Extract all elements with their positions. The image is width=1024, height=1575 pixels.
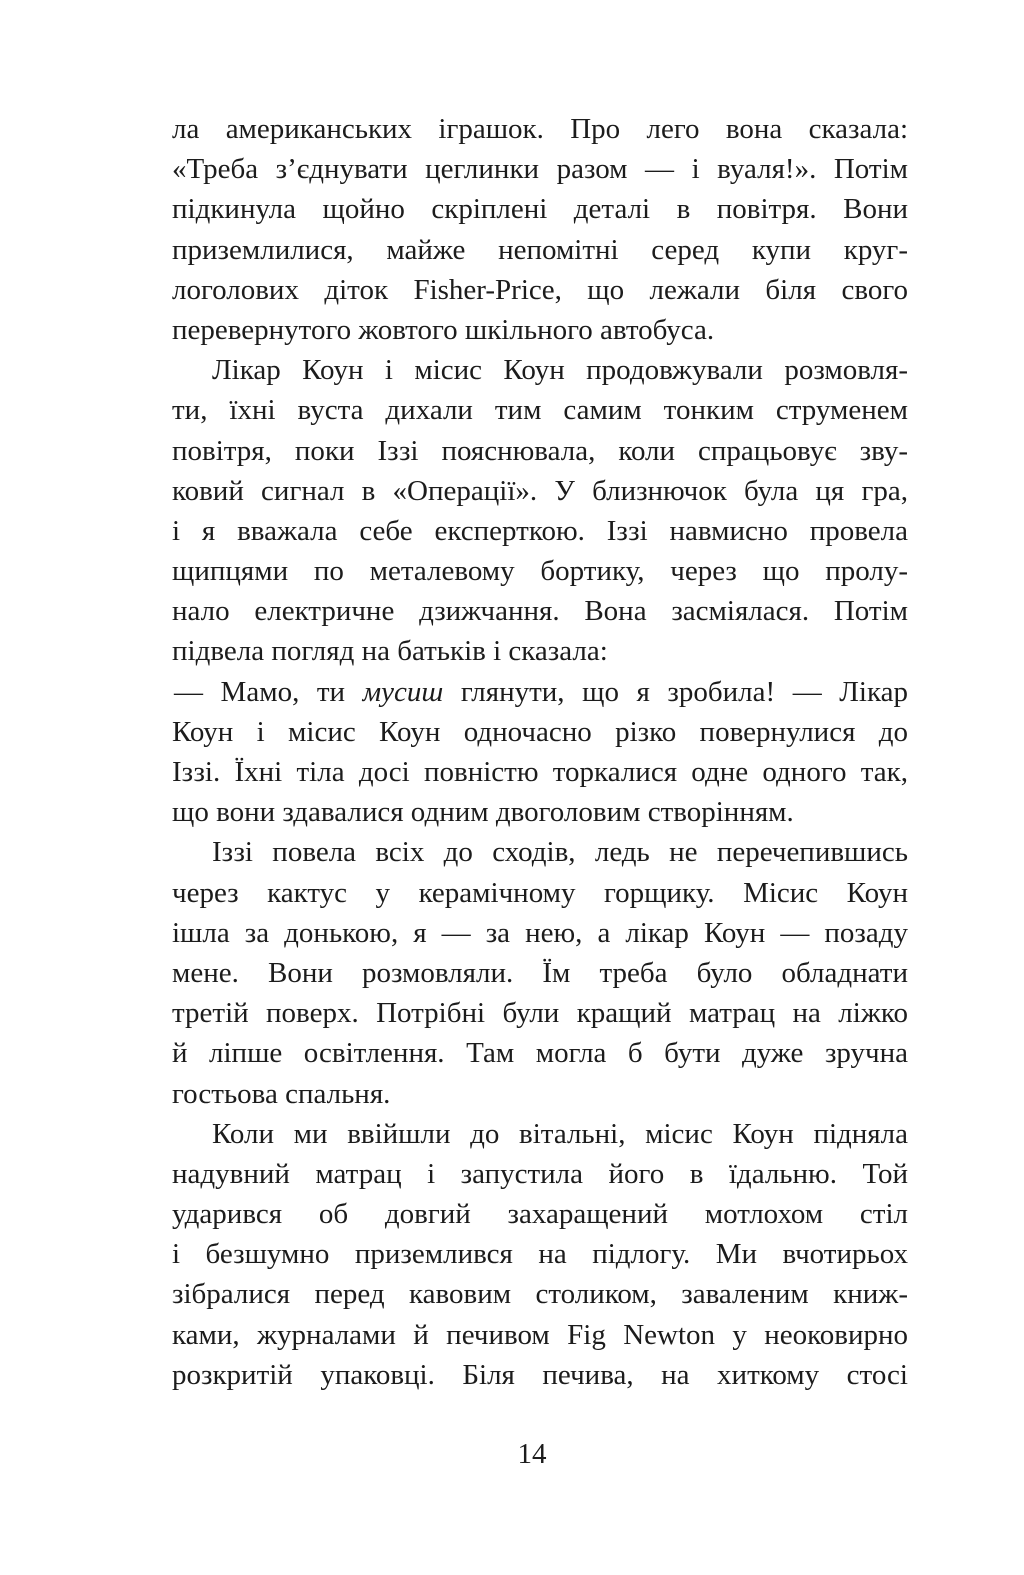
text-line: повітря, поки Іззі пояснювала, коли спрацьовує зву- [172, 434, 908, 467]
text-line: Коли ми ввійшли до вітальні, місис Коун підняла [212, 1117, 908, 1150]
text-line: підвела погляд на батьків і сказала: [172, 635, 608, 668]
text-line: ударився об довгий захаращений мотлохом стіл [172, 1198, 908, 1231]
page-number: 14 [517, 1438, 547, 1470]
text-line: мене. Вони розмовляли. Їм треба було обладнати [172, 956, 908, 989]
text-line: ками, журналами й печивом Fig Newton у неоковирно [172, 1318, 908, 1351]
text-line: надувний матрац і запустила його в їдальню. Той [172, 1157, 908, 1190]
text-line: ла американських іграшок. Про лего вона сказала: [172, 113, 908, 145]
text-line: Іззі. Їхні тіла досі повністю торкалися одне одного так, [172, 756, 908, 788]
text-line: приземлилися, майже непомітні серед купи круг- [172, 233, 908, 266]
dialogue-text: — Мамо, ти [174, 675, 363, 708]
dialogue-line [172, 672, 908, 712]
text-line: ти, їхні вуста дихали тим самим тонким струменем [172, 394, 908, 427]
text-line: логолових діток Fisher-Price, що лежали біля свого [172, 273, 908, 306]
text-line: «Треба з’єднувати цеглинки разом — і вуаля!». Потім [172, 153, 908, 186]
text-line: гостьова спальня. [172, 1077, 391, 1110]
text-line: Коун і місис Коун одночасно різко повернулися до [172, 715, 908, 748]
text-line: Лікар Коун і місис Коун продовжували розмовля- [212, 354, 908, 387]
text-line: що вони здавалися одним двоголовим створінням. [172, 796, 794, 829]
text-line: зібралися перед кавовим столиком, заваленим книж- [172, 1278, 908, 1311]
text-line: ковий сигнал в «Операції». У близнючок була ця гра, [172, 474, 908, 507]
text-line: щипцями по металевому бортику, через що пролу- [172, 555, 908, 588]
text-line: й ліпше освітлення. Там могла б бути дуже зручна [172, 1037, 908, 1070]
text-line: підкинула щойно скріплені деталі в повітря. Вони [172, 193, 908, 226]
text-line: ішла за донькою, я — за нею, а лікар Коун — позаду [172, 916, 908, 949]
emphasis-text: мусиш [362, 675, 444, 708]
text-line: і я вважала себе експерткою. Іззі навмисно провела [172, 514, 908, 547]
text-line: і безшумно приземлився на підлогу. Ми вчотирьох [172, 1238, 908, 1271]
text-line: через кактус у керамічному горщику. Місис Коун [172, 876, 908, 909]
text-line: Іззі повела всіх до сходів, ледь не перечепившись [212, 836, 908, 869]
text-line: нало електричне дзижчання. Вона засміялася. Потім [172, 595, 908, 628]
text-line: третій поверх. Потрібні були кращий матрац на ліжко [172, 997, 908, 1030]
dialogue-text: глянути, що я зробила! — Лікар [443, 675, 909, 708]
text-line: перевернутого жовтого шкільного автобуса. [172, 313, 715, 346]
text-line: розкритій упаковці. Біля печива, на хиткому стосі [172, 1358, 908, 1391]
body-text [172, 109, 908, 1395]
